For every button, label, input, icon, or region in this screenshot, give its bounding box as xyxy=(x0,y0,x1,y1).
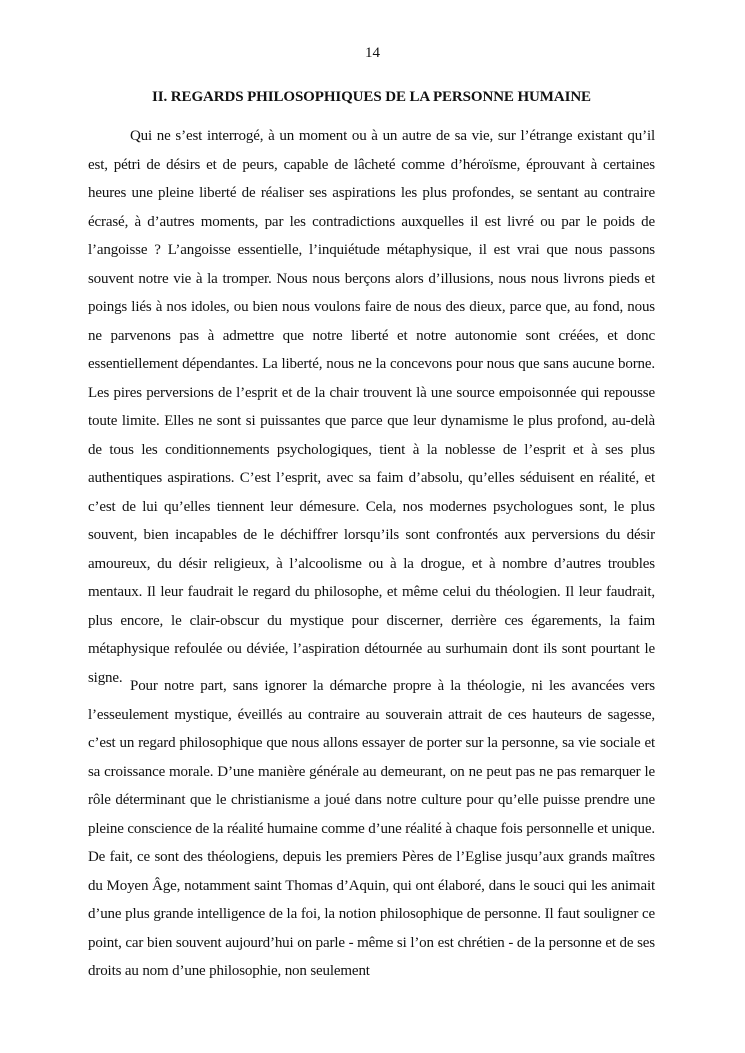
section-title: II. REGARDS PHILOSOPHIQUES DE LA PERSONNE HUMAINE xyxy=(152,89,591,105)
paragraph-1: Qui ne s’est interrogé, à un moment ou à un autre de sa vie, sur l’étrange existant qu’il est, pétri de désirs et de peurs, capable de lâcheté comme d’héroïsme, éprouvant à certaines heures une pleine liberté de réaliser ses aspirations les plus profondes, se sentant au contraire écrasé, à d’autres moments, par les contradictions auxquelles il est livré ou par le poids de l’angoisse ? L’angoisse essentielle, l’inquiétude métaphysique, il est vrai que nous passons souvent notre vie à la tromper. Nous nous berçons alors d’illusions, nous nous livrons pieds et poings liés à nos idoles, ou bien nous voulons faire de nous des dieux, parce que, au fond, nous ne parvenons pas à admettre que notre liberté et notre autonomie sont créées, et donc essentiellement dépendantes. La liberté, nous ne la concevons pour nous que sans aucune borne. Les pires perversions de l’esprit et de la chair trouvent là une source empoisonnée qui repousse toute limite. Elles ne sont si puissantes que parce que leur dynamisme le plus profond, au-delà de tous les conditionnements psychologiques, tient à la noblesse de l’esprit et à ses plus authentiques aspirations. C’est l’esprit, avec sa faim d’absolu, qu’elles séduisent en réalité, et c’est de lui qu’elles tiennent leur démesure. Cela, nos modernes psychologues sont, le plus souvent, bien incapables de le déchiffrer lorsqu’ils sont confrontés aux perversions du désir amoureux, du désir religieux, à l’alcoolisme ou à la drogue, et à nombre d’autres troubles mentaux. Il leur faudrait le regard du philosophe, et même celui du théologien. Il leur faudrait, plus encore, le clair-obscur du mystique pour discerner, derrière ces égarements, la faim métaphysique refoulée ou déviée, l’aspiration détournée au surhumain dont ils sont pourtant le signe. xyxy=(88,128,655,686)
page-number: 14 xyxy=(365,45,380,61)
paragraph-2: Pour notre part, sans ignorer la démarche propre à la théologie, ni les avancées vers l’esseulement mystique, éveillés au contraire au souverain attrait de ces hauteurs de sagesse, c’est un regard philosophique que nous allons essayer de porter sur la personne, sa vie sociale et sa croissance morale. D’une manière générale au demeurant, on ne peut pas ne pas remarquer le rôle déterminant que le christianisme a joué dans notre culture pour qu’elle puisse prendre une pleine conscience de la réalité humaine comme d’une réalité à chaque fois personnelle et unique. De fait, ce sont des théologiens, depuis les premiers Pères de l’Eglise jusqu’aux grands maîtres du Moyen Âge, notamment saint Thomas d’Aquin, qui ont élaboré, dans le souci qui les animait d’une plus grande intelligence de la foi, la notion philosophique de personne. Il faut souligner ce point, car bien souvent aujourd’hui on parle - même si l’on est chrétien - de la personne et de ses droits au nom d’une philosophie, non seulement xyxy=(88,678,655,979)
